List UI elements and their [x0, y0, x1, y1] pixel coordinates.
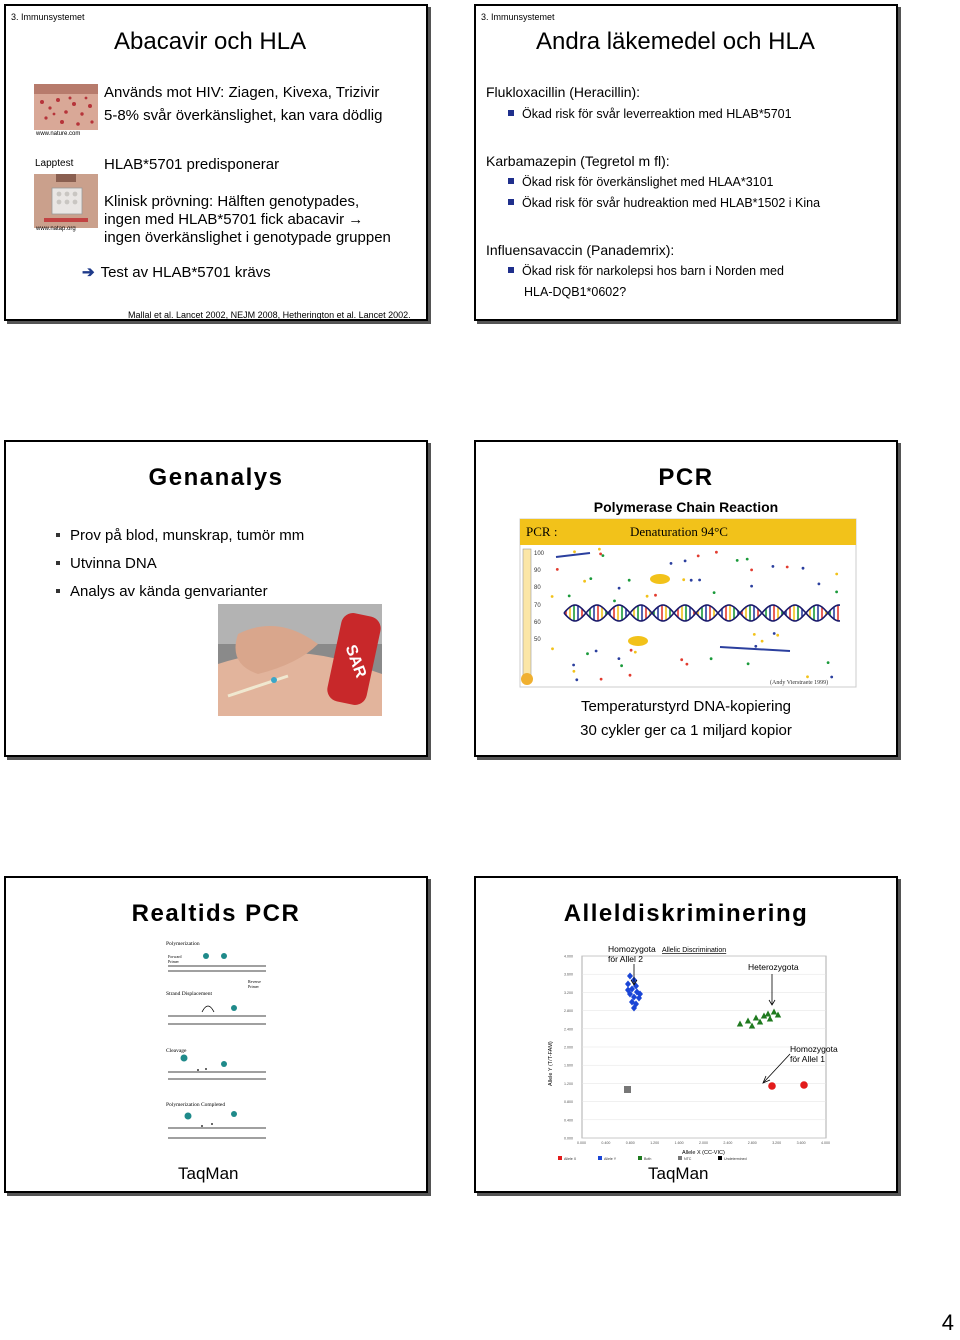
bullet-item: [56, 527, 304, 544]
legend-entry: NTC: [684, 1157, 692, 1161]
x-tick: 2.400: [723, 1141, 733, 1145]
allele-x-point: [768, 1082, 776, 1090]
drug-bullet: [508, 107, 792, 121]
page-number: 4: [941, 1310, 954, 1335]
x-tick: 3.600: [796, 1141, 806, 1145]
bullet-icon: [56, 589, 60, 593]
legend-entry: Allele X: [564, 1157, 577, 1161]
bullet-icon: [508, 267, 514, 273]
y-axis-label: Allele Y (T/T-FAM): [548, 1041, 554, 1086]
drug-bullet: [508, 196, 820, 210]
image-credit: www.nature.com: [36, 131, 81, 137]
image-credit: www.natap.org: [36, 226, 76, 232]
legend-entry: Allele Y: [604, 1157, 617, 1161]
plot-legend: [558, 1156, 747, 1161]
thermo-tick: 90: [534, 568, 541, 574]
y-tick: 2.400: [564, 1027, 573, 1032]
slide-header: 3. Immunsystemet: [481, 12, 555, 22]
pcr-animation: [520, 519, 856, 687]
primer-label: Primer: [248, 984, 259, 989]
annotation-homozygous-2: Homozygota: [608, 944, 656, 954]
anim-credit: (Andy Vierstraete 1999): [770, 680, 829, 686]
slide-title: Realtids PCR: [131, 900, 301, 927]
x-tick: 0.000: [577, 1141, 586, 1145]
y-tick: 3.600: [564, 972, 573, 977]
slide-subtitle: Polymerase Chain Reaction: [593, 499, 779, 515]
allele-x-point: [800, 1081, 808, 1089]
bullet-icon: [508, 178, 514, 184]
annotation-heterozygous: Heterozygota: [748, 962, 799, 972]
slide-header: 3. Immunsystemet: [11, 12, 85, 22]
annotation-homozygous-1: för Allel 1: [790, 1054, 825, 1064]
arrow-icon: ➔: [82, 264, 95, 281]
bullet-icon: [56, 533, 60, 537]
drug-heading: Karbamazepin (Tegretol m fl):: [486, 153, 670, 169]
x-tick: 0.800: [625, 1141, 635, 1145]
taqman-diagram: [162, 938, 278, 1156]
y-tick: 0.000: [564, 1136, 573, 1141]
forward-label: Forward: [168, 954, 182, 959]
annotation-homozygous-2: för Allel 2: [608, 954, 643, 964]
caption: TaqMan: [648, 1164, 709, 1183]
plot-title: Allelic Discrimination: [662, 947, 727, 954]
bullet-text: Prov på blod, munskrap, tumör mm: [70, 527, 305, 544]
drug-heading: Influensavaccin (Panademrix):: [486, 242, 675, 258]
drug-bullet-text: Ökad risk för svår hudreaktion med HLAB*1502 i Kina: [522, 196, 821, 210]
drug-heading: Flukloxacillin (Heracillin):: [486, 84, 641, 100]
bullet-icon: [56, 561, 60, 565]
bullet-text: Analys av kända genvarianter: [70, 583, 268, 600]
x-tick: 2.800: [747, 1141, 757, 1145]
drug-bullet-text: Ökad risk för svår leverreaktion med HLAB*5701: [522, 107, 792, 121]
slide-title: Alleldiskriminering: [563, 900, 809, 927]
x-tick: 2.000: [699, 1141, 708, 1145]
x-tick: 1.600: [674, 1141, 684, 1145]
slide-title: Andra läkemedel och HLA: [536, 28, 815, 55]
slide-other-drugs: [474, 4, 898, 321]
x-axis-label: Allele X (CC-VIC): [682, 1150, 725, 1156]
drug-bullet: [508, 264, 784, 278]
swab-photo: [218, 604, 382, 716]
slide-pcr: [474, 440, 898, 757]
rash-photo: [34, 84, 98, 130]
y-tick: 0.400: [564, 1118, 573, 1123]
arrow-line: [82, 263, 271, 281]
slide-title: PCR: [658, 464, 714, 491]
slide-allele-discrimination: [474, 876, 898, 1193]
wristband-text: SAR: [341, 642, 370, 681]
thermo-tick: 60: [534, 620, 541, 626]
text-line: 5-8% svår överkänslighet, kan vara dödlig: [104, 107, 383, 124]
slide-abacavir: [4, 4, 428, 321]
primer-label: Primer: [168, 959, 179, 964]
y-tick: 2.800: [564, 1009, 573, 1014]
slide-realtime-pcr: [4, 876, 428, 1193]
text-line: ingen överkänslighet i genotypade gruppen: [104, 229, 391, 246]
reverse-label: Reverse: [248, 979, 261, 984]
y-tick: 3.200: [564, 990, 573, 995]
caption: TaqMan: [178, 1164, 239, 1183]
bullet-item: [56, 555, 157, 572]
caption: Temperaturstyrd DNA-kopiering: [580, 698, 792, 715]
y-tick: 2.000: [564, 1045, 573, 1050]
lapptest-label: Lapptest: [35, 158, 74, 169]
thermo-tick: 100: [534, 551, 545, 557]
slide-title: Abacavir och HLA: [114, 28, 307, 55]
step-label: Strand Displacement: [166, 991, 212, 997]
text-line: HLAB*5701 predisponerar: [104, 156, 280, 173]
drug-bullet-text: Ökad risk för överkänslighet med HLAA*3101: [522, 175, 774, 189]
x-tick: 4.000: [821, 1141, 830, 1145]
x-tick: 0.400: [601, 1141, 611, 1145]
bullet-icon: [508, 199, 514, 205]
drug-bullet-text: Ökad risk för narkolepsi hos barn i Norden med: [522, 264, 784, 278]
legend-entry: Both: [644, 1157, 652, 1161]
y-tick: 1.200: [564, 1081, 573, 1086]
drug-bullet-cont: HLA-DQB1*0602?: [524, 285, 627, 299]
slide-genanalys: [4, 440, 428, 757]
y-tick: 4.000: [564, 954, 573, 959]
anim-label: PCR :: [526, 524, 558, 539]
bullet-text: Utvinna DNA: [70, 555, 157, 572]
y-tick: 0.800: [564, 1100, 573, 1105]
step-label: Polymerization: [166, 941, 200, 947]
step-label: Cleavage: [166, 1048, 187, 1054]
thermo-tick: 80: [534, 585, 541, 591]
thermo-tick: 70: [534, 603, 541, 609]
patch-test-photo: [34, 174, 98, 228]
thermo-tick: 50: [534, 637, 541, 643]
legend-entry: Undetermined: [724, 1157, 747, 1161]
x-tick: 1.200: [650, 1141, 660, 1145]
arrow-line-text: Test av HLAB*5701 krävs: [100, 264, 271, 281]
y-tick: 1.600: [564, 1063, 573, 1068]
bullet-icon: [508, 110, 514, 116]
annotation-homozygous-1: Homozygota: [790, 1044, 838, 1054]
slide-title: Genanalys: [148, 464, 284, 491]
anim-step: Denaturation 94°C: [630, 524, 728, 539]
reference: Mallal et al. Lancet 2002, NEJM 2008, Hetherington et al. Lancet 2002.: [128, 310, 411, 320]
allelic-discrimination-plot: [542, 936, 838, 1172]
text-line: Används mot HIV: Ziagen, Kivexa, Trizivir: [104, 84, 380, 101]
caption: 30 cykler ger ca 1 miljard kopior: [580, 722, 792, 739]
text-line: ingen med HLAB*5701 fick abacavir →: [104, 211, 364, 228]
step-label: Polymerization Completed: [166, 1102, 226, 1108]
text-line: Klinisk prövning: Hälften genotypades,: [104, 193, 360, 210]
x-tick: 3.200: [772, 1141, 782, 1145]
ntc-point: [624, 1086, 631, 1093]
bullet-item: [56, 583, 268, 600]
drug-bullet: [508, 175, 774, 189]
